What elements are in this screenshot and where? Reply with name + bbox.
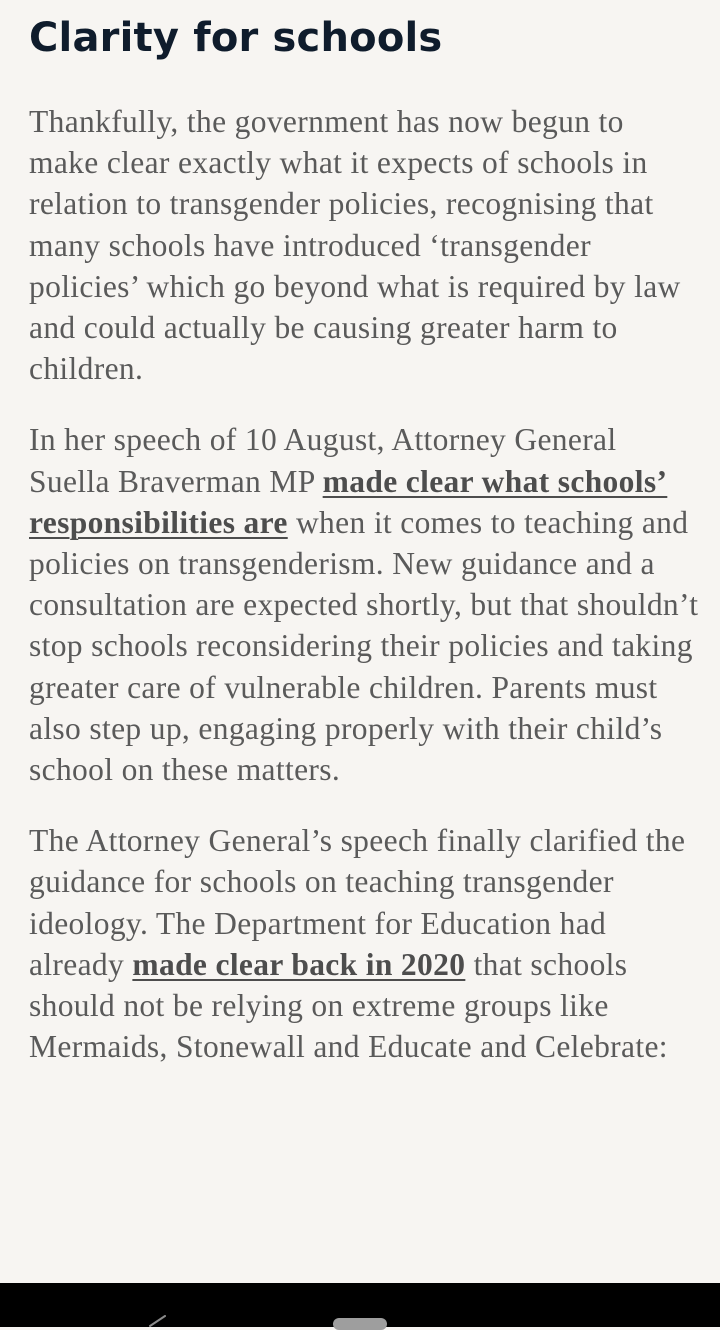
- home-pill-icon[interactable]: [333, 1318, 387, 1330]
- paragraph-3: [29, 820, 699, 1067]
- system-navigation-bar: [0, 1283, 720, 1327]
- paragraph-2-text-after: when it comes to teaching and policies on transgenderism. New guidance and a consultation are expected shortly, but that shouldn’t stop schools reconsidering their policies and taking greater care of vulnerable children. Parents must also step up, engaging properly with their child’s school on these matters.: [29, 504, 699, 788]
- paragraph-1-text: Thankfully, the government has now begun to make clear exactly what it expects of schools in relation to transgender policies, recognising that many schools have introduced ‘transgender policies’ which go beyond what is required by law and could actually be causing greater harm to children.: [29, 104, 681, 387]
- paragraph-2: [29, 419, 699, 790]
- responsibilities-link[interactable]: made clear what schools’ responsibilities are: [29, 463, 668, 540]
- paragraph-2-text-before: In her speech of 10 August, Attorney General Suella Braverman MP: [29, 422, 617, 499]
- paragraph-3-text-after: that schools should not be relying on extreme groups like Mermaids, Stonewall and Educate and Celebrate:: [29, 946, 668, 1065]
- section-heading: Clarity for schools: [29, 15, 443, 61]
- paragraph-3-text-before: The Attorney General’s speech finally clarified the guidance for schools on teaching transgender ideology. The Department for Education had already: [29, 823, 686, 982]
- guidance-2020-link[interactable]: made clear back in 2020: [132, 946, 466, 982]
- article-content: [29, 0, 699, 1067]
- back-icon[interactable]: [148, 1315, 166, 1327]
- paragraph-1: [29, 101, 699, 389]
